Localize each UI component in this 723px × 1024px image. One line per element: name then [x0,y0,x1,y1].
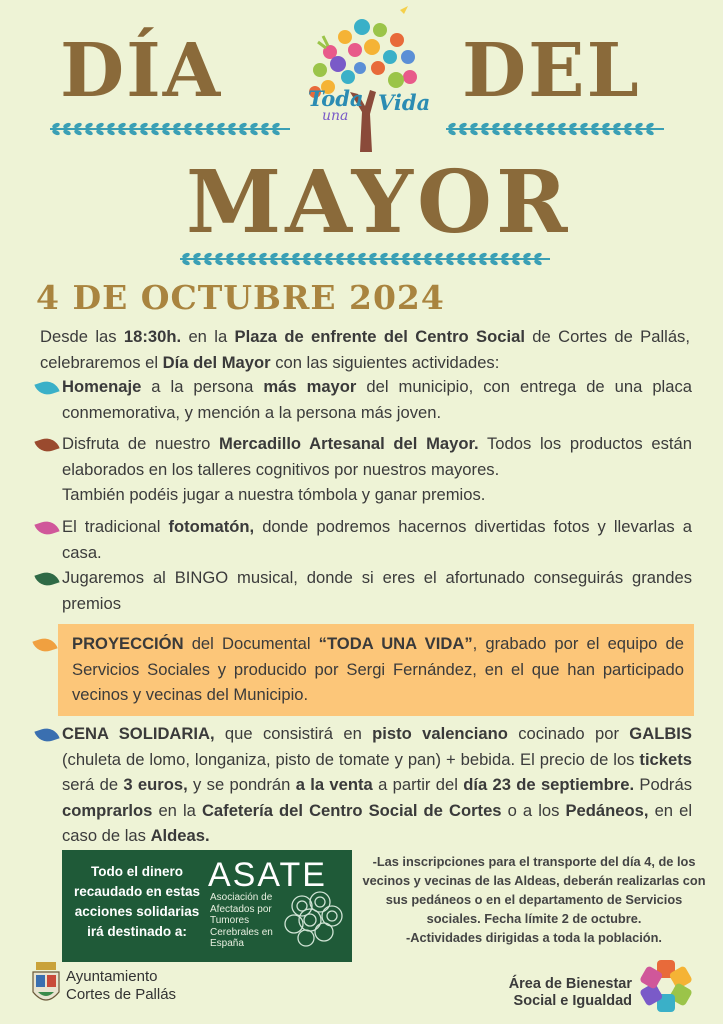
title-dia: DÍA [60,28,223,114]
leaf-icon [34,569,59,589]
leaf-icon [34,378,59,398]
logo-text-vida: Vida [378,90,431,115]
title-mayor: MAYOR [186,152,572,253]
tree-icon [290,2,440,157]
area-bienestar-label: Área de Bienestar Social e Igualdad [508,976,632,1009]
activity-mercadillo: Disfruta de nuestro Mercadillo Artesanal del Mayor. Todos los productos están elaborados en los talleres cognitivos por nuestros mayores. También podéis jugar a nuestra tómbola y ganar premios. [62,434,692,504]
note-inscripciones: -Las inscripciones para el transporte del día 4, de los vecinos y vecinas de las Aldeas, deberán realizarlas con sus pedáneos o en el departamento de Servicios sociales. Fecha límite 2 de octubre. [362,854,706,926]
coat-of-arms-icon [30,960,62,1010]
tree-logo [290,2,440,157]
intro-paragraph: Desde las 18:30h. en la Plaza de enfrente del Centro Social de Cortes de Pallás, celebraremos el Día del Mayor con las siguientes actividades: [40,327,690,372]
activity-homenaje: Homenaje a la persona más mayor del municipio, con entrega de una placa conmemorativa, y mención a la persona más joven. [62,377,692,422]
asate-logo: ASATE [208,856,327,894]
vine-bottom [180,252,550,266]
leaf-icon [34,435,59,455]
flower-logo-icon [636,956,696,1016]
transport-note [360,852,708,947]
ayuntamiento-label: Ayuntamiento Cortes de Pallás [66,968,177,1003]
asate-subtitle: Asociación de Afectados por Tumores Cerebrales en España [210,892,273,949]
note-poblacion: -Actividades dirigidas a toda la población. [406,930,662,945]
activity-bingo: Jugaremos al BINGO musical, donde si eres el afortunado conseguirás grandes premios [62,568,692,613]
event-date: 4 DE OCTUBRE 2024 [36,278,445,317]
leaf-icon [34,518,59,538]
activity-fotomaton: El tradicional fotomatón, donde podremos hacernos divertidas fotos y llevarlas a casa. [62,517,692,562]
leaf-icon [32,635,57,655]
activity-cena: CENA SOLIDARIA, que consistirá en pisto valenciano cocinado por GALBIS (chuleta de lomo, longaniza, pisto de tomate y pan) + bebida. El precio de los tickets será de 3 euros, y se pondrán a la venta a partir del día 23 de septiembre. Podrás comprarlos en la Cafetería del Centro Social de Cortes o a los Pedáneos, en el caso de las Aldeas. [62,724,692,845]
asate-donation-text: Todo el dinero recaudado en estas acciones solidarias irá destinado a: [73,864,201,939]
brain-icon [280,884,346,954]
vine-left [50,122,290,136]
logo-text-toda: Toda [308,86,364,111]
logo-text-una: una [322,108,349,124]
vine-right [446,122,664,136]
leaf-icon [34,725,59,745]
title-del: DEL [462,28,641,114]
activity-proyeccion: PROYECCIÓN del Documental “TODA UNA VIDA”, grabado por el equipo de Servicios Sociales y producido por Sergi Fernández, en el que han participado vecinos y vecinas del Municipio. [72,634,685,704]
